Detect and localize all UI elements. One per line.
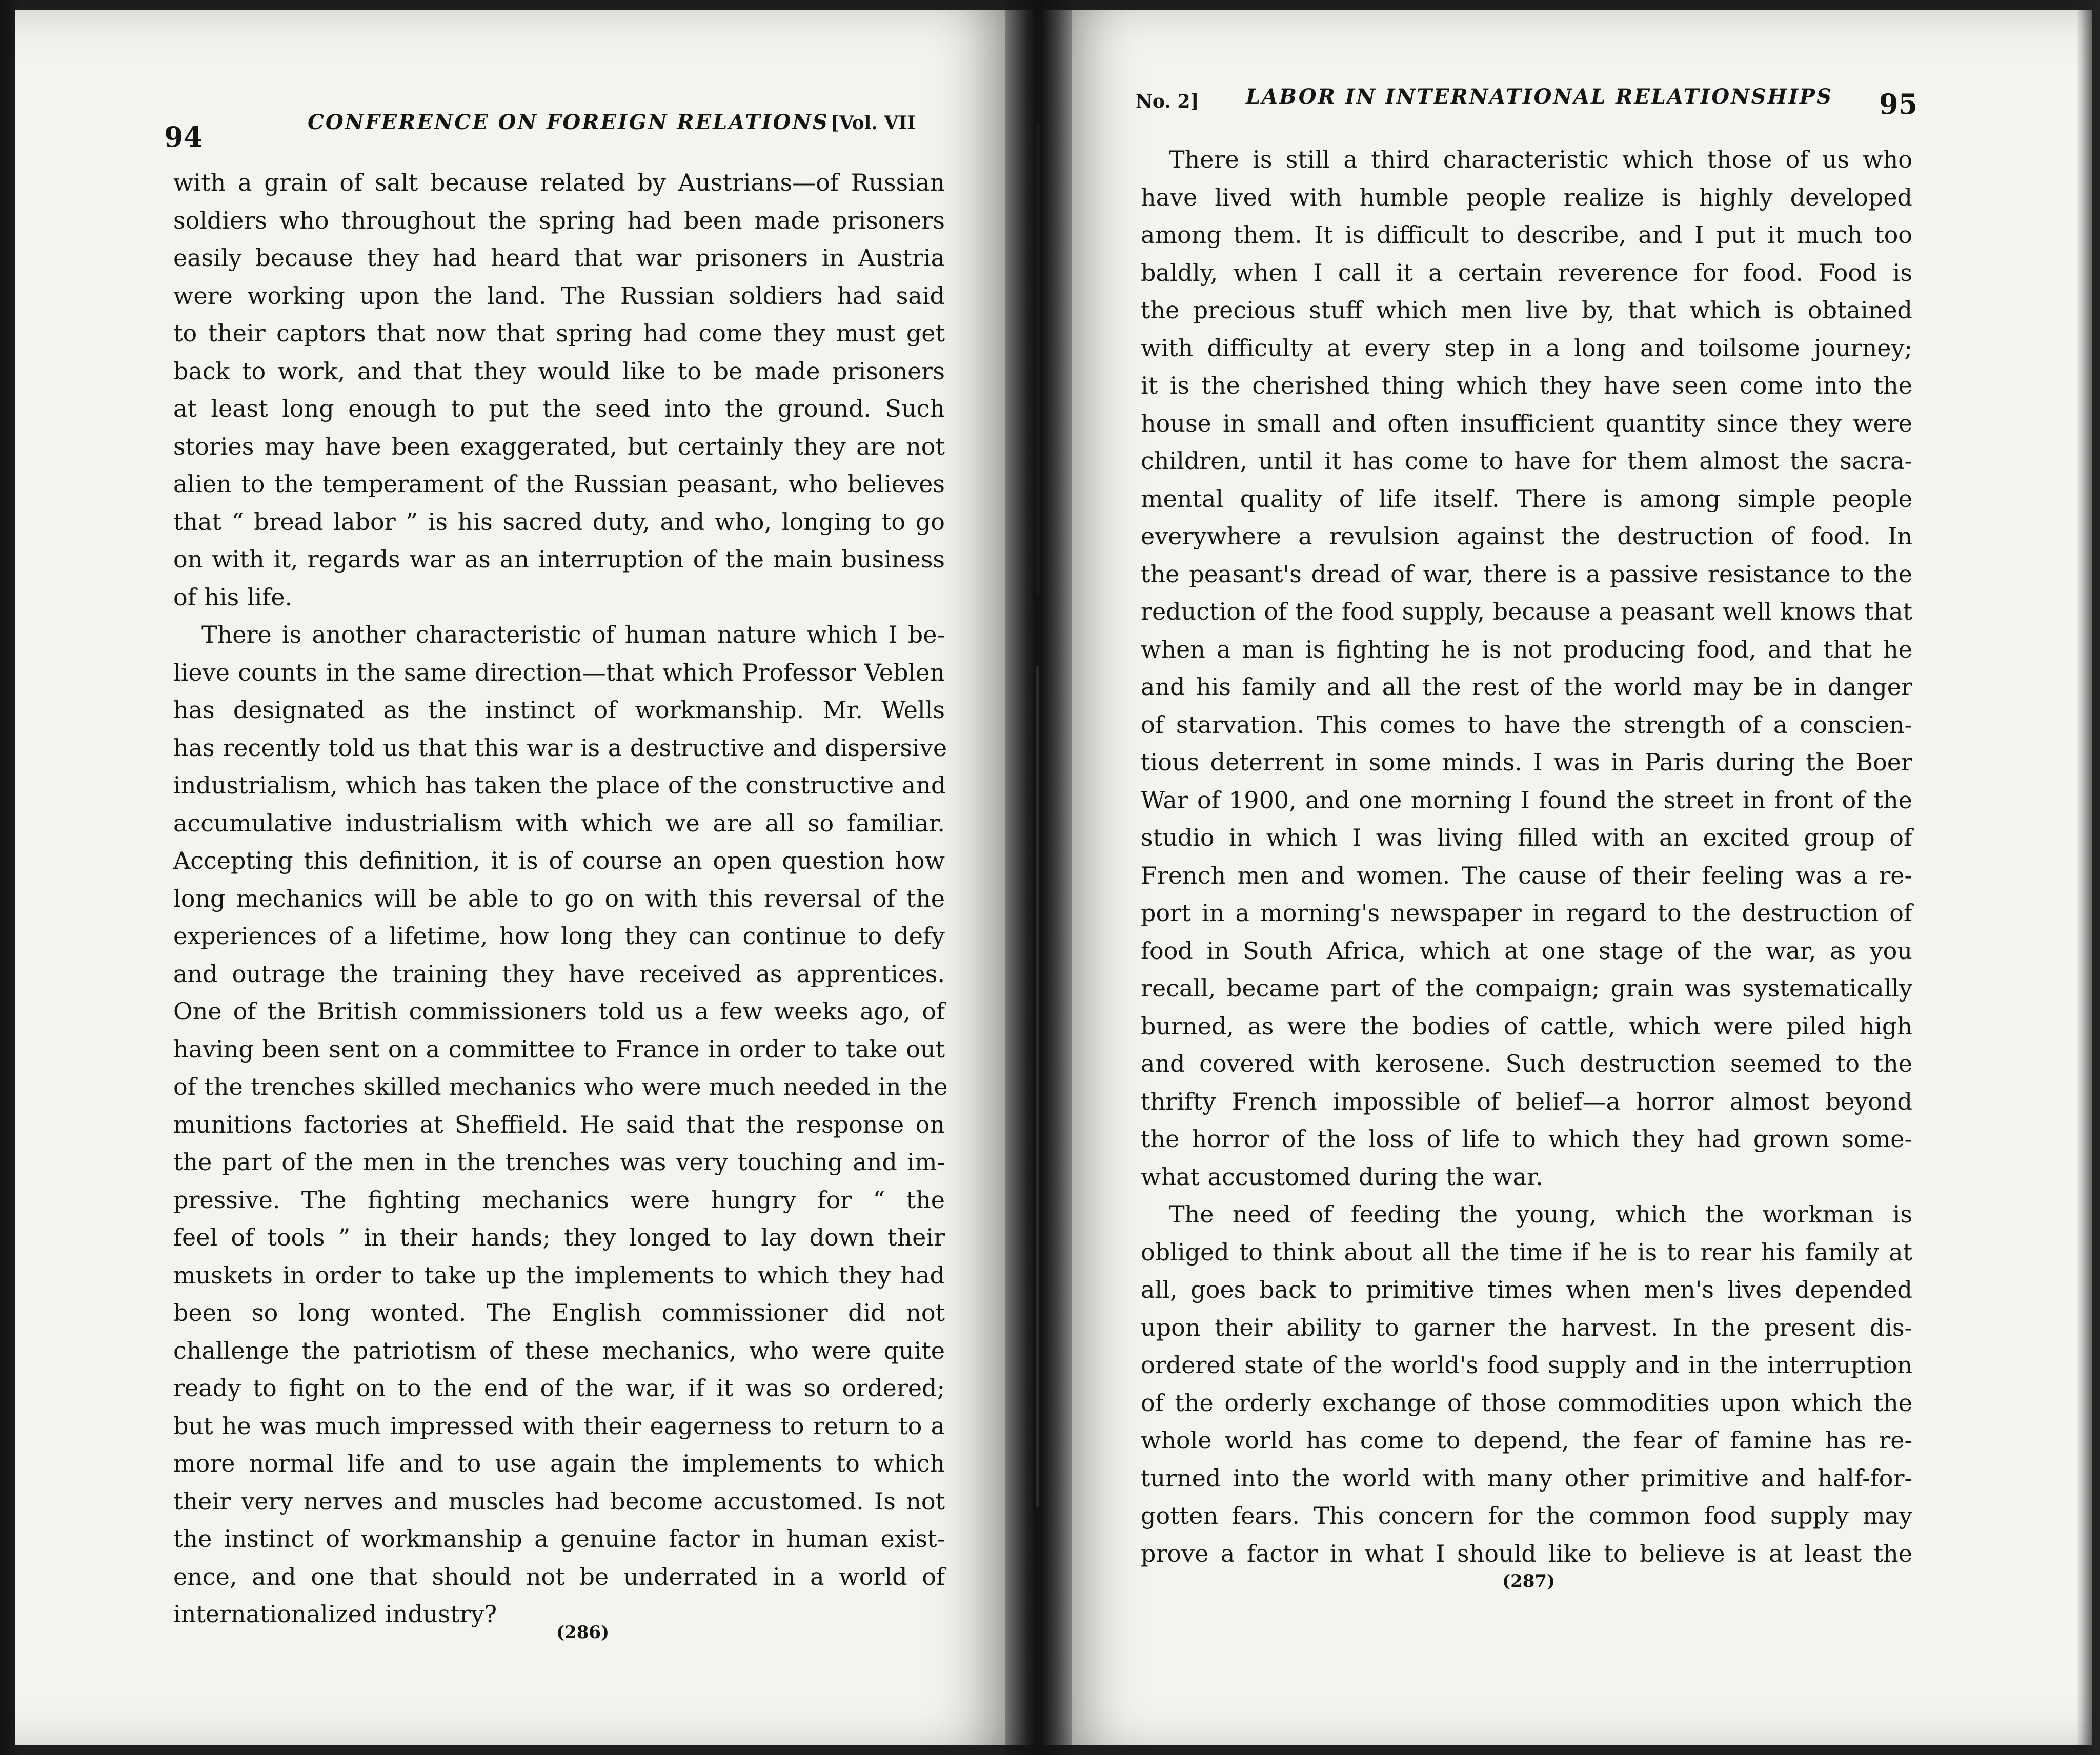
text-line: Accepting this definition, it is of course an open question how [173, 847, 945, 874]
text-line: everywhere a revulsion against the destruction of food. In [1141, 522, 1912, 550]
right-issue-number: No. 2] [1136, 91, 1199, 112]
text-line: been so long wonted. The English commissioner did not [173, 1299, 945, 1327]
text-line: soldiers who throughout the spring had been made prisoners [173, 206, 945, 234]
text-line: and covered with kerosene. Such destruction seemed to the [1141, 1050, 1912, 1077]
text-line: more normal life and to use again the implements to which [173, 1450, 945, 1477]
text-line: ordered state of the world's food supply and in the interruption [1141, 1351, 1912, 1379]
text-line: studio in which I was living filled with an excited group of [1141, 824, 1912, 851]
text-line: turned into the world with many other primitive and half-for- [1141, 1464, 1912, 1492]
text-line: all, goes back to primitive times when men's lives depended [1141, 1276, 1912, 1303]
text-line: what accustomed during the war. [1141, 1162, 1543, 1191]
text-line: their very nerves and muscles had become accustomed. Is not [173, 1487, 945, 1515]
text-line: the instinct of workmanship a genuine factor in human exist- [173, 1525, 945, 1553]
text-line: have lived with humble people realize is highly developed [1141, 183, 1912, 211]
text-line: pressive. The fighting mechanics were hungry for “ the [173, 1186, 945, 1214]
text-line: and outrage the training they have received as apprentices. [173, 960, 945, 988]
margin-mark-top [1036, 123, 1040, 595]
text-line: One of the British commissioners told us a few weeks ago, of [173, 997, 945, 1025]
text-line: that “ bread labor ” is his sacred duty, and who, longing to go [173, 507, 945, 536]
text-line: mental quality of life itself. There is among simple people [1141, 484, 1912, 513]
text-line: thrifty French impossible of belief—a horror almost beyond [1141, 1087, 1912, 1115]
text-line: baldly, when I call it a certain reverence for food. Food is [1141, 258, 1912, 287]
text-line: feel of tools ” in their hands; they longed to lay down their [173, 1223, 945, 1251]
text-line: of his life. [173, 583, 293, 611]
text-line: house in small and often insufficient quantity since they were [1141, 409, 1912, 437]
left-page [15, 10, 1046, 1745]
text-line: the horror of the loss of life to which they had grown some- [1141, 1125, 1912, 1153]
text-line: of the trenches skilled mechanics who were much needed in the [173, 1073, 948, 1100]
margin-mark-bottom [1036, 666, 1039, 1507]
text-line: port in a morning's newspaper in regard to the destruction of [1141, 899, 1912, 927]
text-line: it is the cherished thing which they have seen come into the [1141, 372, 1912, 399]
text-line: the part of the men in the trenches was very touching and im- [173, 1148, 945, 1176]
text-line: reduction of the food supply, because a peasant well knows that [1141, 598, 1912, 625]
text-line: food in South Africa, which at one stage of the war, as you [1141, 936, 1912, 965]
left-page-number: 94 [164, 120, 203, 153]
text-line: tious deterrent in some minds. I was in Paris during the Boer [1141, 748, 1912, 776]
text-line: muskets in order to take up the implements to which they had [173, 1261, 945, 1289]
text-line: accumulative industrialism with which we are all so familiar. [173, 809, 945, 837]
right-body-text [1141, 141, 1912, 1573]
left-volume: [Vol. VII [831, 112, 916, 134]
text-line: children, until it has come to have for them almost the sacra- [1141, 447, 1912, 475]
text-line: among them. It is difficult to describe, and I put it much too [1141, 221, 1912, 249]
text-line: recall, became part of the compaign; grain was systematically [1141, 974, 1912, 1002]
text-line: having been sent on a committee to France in order to take out [173, 1035, 945, 1063]
text-line: munitions factories at Sheffield. He said that the response on [173, 1110, 945, 1138]
text-line: and his family and all the rest of the world may be in danger [1141, 673, 1912, 701]
right-running-head [1025, 85, 2092, 120]
text-line: burned, as were the bodies of cattle, which were piled high [1141, 1012, 1912, 1040]
text-line: stories may have been exaggerated, but certainly they are not [173, 432, 945, 460]
text-line: to their captors that now that spring had come they must get [173, 319, 945, 347]
text-line: gotten fears. This concern for the common food supply may [1141, 1502, 1912, 1529]
text-line: French men and women. The cause of their feeling was a re- [1141, 861, 1912, 889]
text-line: experiences of a lifetime, how long they can continue to defy [173, 922, 945, 950]
text-line: alien to the temperament of the Russian peasant, who believes [173, 470, 945, 498]
text-line: with difficulty at every step in a long and toilsome journey; [1141, 334, 1912, 362]
text-line: has recently told us that this war is a destructive and dispersive [173, 733, 947, 762]
text-line: of the orderly exchange of those commodities upon which the [1141, 1389, 1912, 1417]
text-line: ready to fight on to the end of the war, if it was so ordered; [173, 1374, 945, 1402]
text-line: the precious stuff which men live by, that which is obtained [1141, 296, 1912, 324]
right-page-number: 95 [1879, 88, 1918, 120]
right-running-title: LABOR IN INTERNATIONAL RELATIONSHIPS [1246, 85, 1833, 109]
text-line: with a grain of salt because related by Austrians—of Russian [173, 169, 945, 196]
text-line: but he was much impressed with their eagerness to return to a [173, 1412, 945, 1440]
right-signature: (287) [1502, 1571, 1556, 1591]
text-line: upon their ability to garner the harvest. In the present dis- [1141, 1313, 1912, 1341]
text-line: on with it, regards war as an interruption of the main business [173, 545, 945, 573]
text-line: when a man is fighting he is not producing food, and that he [1141, 635, 1912, 663]
text-line: the peasant's dread of war, there is a passive resistance to the [1141, 560, 1912, 588]
text-line: of starvation. This comes to have the strength of a conscien- [1141, 710, 1912, 739]
text-line: easily because they had heard that war prisoners in Austria [173, 244, 945, 272]
text-line: War of 1900, and one morning I found the street in front of the [1141, 786, 1912, 814]
left-body-text [173, 164, 948, 1634]
text-line: back to work, and that they would like to be made prisoners [173, 357, 945, 385]
text-line: lieve counts in the same direction—that which Professor Veblen [173, 658, 945, 686]
left-signature: (286) [556, 1622, 610, 1643]
text-line: whole world has come to depend, the fear of famine has re- [1141, 1426, 1912, 1454]
text-line: obliged to think about all the time if he is to rear his family at [1141, 1238, 1912, 1266]
right-shadow [2076, 0, 2100, 1755]
text-line: industrialism, which has taken the place of the constructive and [173, 771, 946, 799]
right-page [1025, 10, 2092, 1745]
text-line: long mechanics will be able to go on with this reversal of the [173, 884, 945, 912]
left-running-title: CONFERENCE ON FOREIGN RELATIONS [308, 110, 829, 134]
text-line: were working upon the land. The Russian soldiers had said [173, 281, 945, 310]
left-running-head [15, 110, 1046, 153]
text-line: at least long enough to put the seed into the ground. Such [173, 395, 945, 422]
text-line: challenge the patriotism of these mechanics, who were quite [173, 1336, 945, 1364]
text-line: prove a factor in what I should like to believe is at least the [1141, 1539, 1912, 1567]
text-line: The need of feeding the young, which the workman is [1169, 1200, 1912, 1228]
text-line: ence, and one that should not be underrated in a world of [173, 1562, 945, 1590]
text-line: internationalized industry? [173, 1600, 497, 1628]
text-line: has designated as the instinct of workmanship. Mr. Wells [173, 696, 945, 724]
text-line: There is another characteristic of human nature which I be- [201, 621, 945, 648]
text-line: There is still a third characteristic which those of us who [1169, 146, 1912, 173]
